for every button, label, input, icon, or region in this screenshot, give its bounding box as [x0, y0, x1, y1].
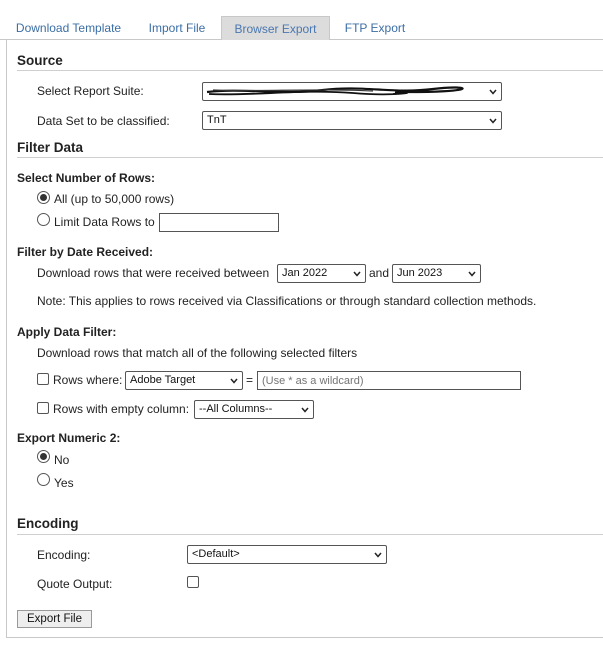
date-start-value: Jan 2022	[282, 267, 328, 279]
equals-sign: =	[246, 373, 254, 387]
limit-rows-radio[interactable]	[37, 213, 50, 226]
tab-ftp-export[interactable]: FTP Export	[344, 21, 406, 35]
date-start-select[interactable]	[277, 264, 366, 283]
chevron-down-icon	[489, 88, 497, 96]
all-rows-label: All (up to 50,000 rows)	[54, 192, 175, 206]
chevron-down-icon	[353, 270, 361, 278]
numeric-no-label: No	[54, 453, 70, 467]
redaction-scribble	[203, 83, 502, 101]
rows-where-column-select[interactable]	[125, 371, 243, 390]
report-suite-select[interactable]	[202, 82, 502, 101]
tab-import-file[interactable]: Import File	[148, 21, 206, 35]
tab-download-template[interactable]: Download Template	[15, 21, 122, 35]
rows-where-column-value: Adobe Target	[130, 374, 196, 386]
quote-output-checkbox[interactable]	[187, 576, 199, 588]
chevron-down-icon	[301, 406, 309, 414]
limit-rows-label: Limit Data Rows to	[54, 215, 155, 229]
date-heading: Filter by Date Received:	[17, 245, 154, 259]
numeric-no-radio[interactable]	[37, 450, 50, 463]
encoding-divider	[17, 534, 603, 535]
apply-filter-heading: Apply Data Filter:	[17, 325, 117, 339]
data-set-value: TnT	[207, 114, 227, 126]
date-end-value: Jun 2023	[397, 267, 443, 279]
date-note: Note: This applies to rows received via Classifications or through standard collection methods.	[37, 294, 537, 308]
limit-rows-input[interactable]	[159, 213, 279, 232]
export-file-button[interactable]: Export File	[17, 610, 92, 628]
chevron-down-icon	[374, 551, 382, 559]
all-rows-radio[interactable]	[37, 191, 50, 204]
rows-where-label: Rows where:	[53, 373, 123, 387]
chevron-down-icon	[230, 377, 238, 385]
empty-column-value: --All Columns--	[199, 403, 273, 415]
encoding-label: Encoding:	[37, 548, 91, 562]
encoding-value: <Default>	[192, 548, 240, 560]
date-range-text: Download rows that were received between	[37, 266, 270, 280]
date-and-text: and	[369, 266, 390, 280]
empty-column-checkbox[interactable]	[37, 402, 49, 414]
source-heading: Source	[17, 53, 63, 68]
numeric-yes-radio[interactable]	[37, 473, 50, 486]
rows-heading: Select Number of Rows:	[17, 171, 156, 185]
empty-column-select[interactable]	[194, 400, 314, 419]
tab-bar	[0, 0, 603, 40]
chevron-down-icon	[489, 117, 497, 125]
date-end-select[interactable]	[392, 264, 481, 283]
wildcard-input[interactable]	[257, 371, 521, 390]
rows-where-checkbox[interactable]	[37, 373, 49, 385]
numeric-yes-label: Yes	[54, 476, 74, 490]
apply-filter-text: Download rows that match all of the following selected filters	[37, 346, 358, 360]
filter-heading: Filter Data	[17, 140, 84, 155]
report-suite-label: Select Report Suite:	[37, 84, 144, 98]
chevron-down-icon	[468, 270, 476, 278]
source-divider	[17, 70, 603, 71]
numeric-heading: Export Numeric 2:	[17, 431, 121, 445]
encoding-heading: Encoding	[17, 516, 79, 531]
quote-output-label: Quote Output:	[37, 577, 113, 591]
encoding-select[interactable]	[187, 545, 387, 564]
empty-column-label: Rows with empty column:	[53, 402, 190, 416]
filter-divider	[17, 157, 603, 158]
tab-browser-export[interactable]: Browser Export	[221, 16, 330, 40]
data-set-select[interactable]	[202, 111, 502, 130]
data-set-label: Data Set to be classified:	[37, 114, 170, 128]
